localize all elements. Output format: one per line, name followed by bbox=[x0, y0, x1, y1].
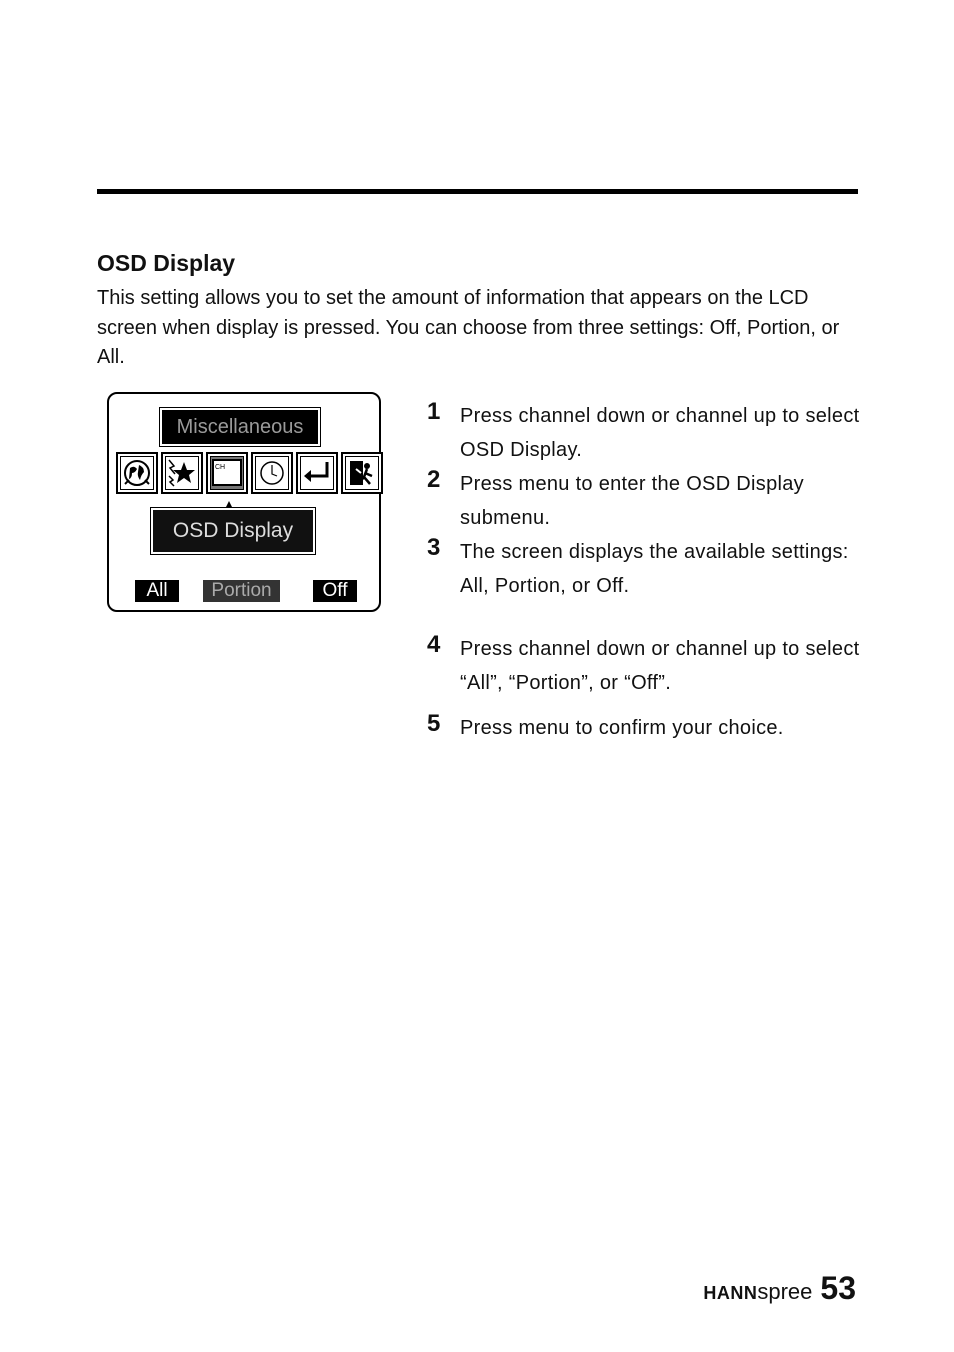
star-lightning-icon bbox=[161, 452, 203, 494]
brand-logo-bold: HANN bbox=[703, 1283, 758, 1303]
step-number: 1 bbox=[427, 398, 441, 425]
clock-icon bbox=[251, 452, 293, 494]
step-text: Press menu to enter the OSD Display submenu. bbox=[460, 473, 804, 529]
step-number: 5 bbox=[427, 710, 441, 737]
step-text: The screen displays the available settings: All, Portion, or Off. bbox=[460, 541, 849, 597]
brand-logo bbox=[703, 1279, 812, 1305]
option-all: All bbox=[135, 580, 179, 602]
exit-figure-icon bbox=[341, 452, 383, 494]
step-number: 4 bbox=[427, 631, 441, 658]
step-number: 3 bbox=[427, 534, 441, 561]
header-rule bbox=[97, 189, 858, 194]
page-number: 53 bbox=[820, 1270, 856, 1306]
osd-screen-figure bbox=[107, 392, 381, 612]
section-title: OSD Display bbox=[97, 250, 236, 276]
osd-icon-row bbox=[116, 452, 386, 496]
channel-icon-label: CH bbox=[215, 464, 226, 471]
option-off: Off bbox=[313, 580, 357, 602]
globe-icon bbox=[116, 452, 158, 494]
step-text: Press menu to confirm your choice. bbox=[460, 717, 784, 739]
step-number: 2 bbox=[427, 466, 441, 493]
step-text: Press channel down or channel up to select OSD Display. bbox=[460, 405, 860, 461]
page-footer bbox=[703, 1270, 856, 1307]
brand-logo-light: spree bbox=[757, 1279, 813, 1304]
step-text: Press channel down or channel up to select “All”, “Portion”, or “Off”. bbox=[460, 638, 860, 694]
option-portion: Portion bbox=[203, 580, 280, 602]
osd-menu-title: Miscellaneous bbox=[159, 407, 321, 447]
osd-display-item: OSD Display bbox=[150, 507, 316, 555]
return-arrow-icon bbox=[296, 452, 338, 494]
channel-screen-icon bbox=[206, 452, 248, 494]
intro-paragraph: This setting allows you to set the amount of information that appears on the LCD screen when display is pressed. You can choose from three settings: Off, Portion, or All. bbox=[97, 287, 840, 368]
